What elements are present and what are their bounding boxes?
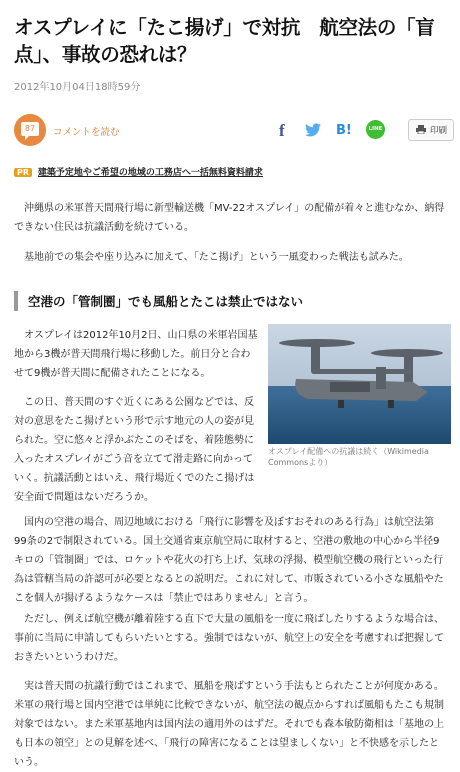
- paragraph-1: 沖縄県の米軍普天間飛行場に新型輸送機「MV-22オスプレイ」の配備が着々と進むなか、納得できない住民は抗議活動を続けている。: [14, 203, 445, 233]
- paragraph-3: オスプレイは2012年10月2日、山口県の米軍岩国基地から3機が普天間飛行場に移動した。前日分と合わせて9機が普天間に配備されたことになる。: [14, 330, 258, 379]
- pr-ad-link[interactable]: 建築予定地やご希望の地域の工務店へ一括無料資料請求: [37, 168, 263, 178]
- article-title: オスプレイに「たこ揚げ」で対抗 航空法の「盲点」、事故の恐れは？: [14, 16, 435, 66]
- paragraph-6: ただし、例えば航空機が離着陸する直下で大量の風船を一度に飛ばしたりするような場合は、事前に当局に申請してもらいたいとする。強制ではないが、航空上の安全を考慮すれば把握しておきたいというわけだ。: [14, 614, 444, 663]
- article-date: 2012年10月04日18時59分: [14, 82, 141, 93]
- paragraph-4: この日、普天間のすぐ近くにある公園などでは、反対の意思をたこ揚げという形で示す地元の人の姿が見られた。空に悠々と浮かぶたこのそばを、着陸態勢に入ったオスプレイがごう音を立てて滑走路に向かっていく。抗議活動とはいえ、飛行場近くでのたこ揚げは安全面で問題はないだろうか。: [14, 397, 255, 503]
- paragraph-7: 実は普天間の抗議行動ではこれまで、風船を飛ばすという手法もとられたことが何度かある。米軍の飛行場と国内空港では単純に比較できないが、航空法の観点からすれば風船もたこも規制対象ではない。また米軍基地内は国内法の適用外のはずだ。それでも森本敏防衛相は「基地の上も日本の領空」との見解を述べ、「飛行の障害になることは望ましくない」と不快感を示したという。: [14, 681, 444, 768]
- pr-tag: PR: [14, 168, 32, 177]
- section-heading: [14, 289, 446, 313]
- hatena-bookmark-icon[interactable]: B!: [336, 123, 352, 138]
- print-label: 印刷: [430, 126, 448, 136]
- comment-count-icon[interactable]: [14, 114, 46, 146]
- facebook-share-icon[interactable]: f: [279, 121, 285, 140]
- pr-ad[interactable]: [14, 165, 263, 178]
- paragraph-5: 国内の空港の場合、周辺地域における「飛行に影響を及ぼすおそれのある行為」は航空法第99条の2で制限されている。国土交通省東京航空局に取材すると、空港の敷地の中心から半径9キロの「管制圏」では、ロケットや花火の打ち上げ、気球の浮揚、模型航空機の飛行といった行為は管轄当局の許認可が必要となるとの説明だ。これに対して、市販されている小さな風船やたこを個人が揚げるようなケースは「禁止ではありません」と言う。: [14, 517, 444, 604]
- print-button[interactable]: [408, 119, 454, 141]
- section-heading-bar: [14, 291, 18, 311]
- read-comments-link[interactable]: コメントを読む: [53, 127, 120, 138]
- paragraph-2: 基地前での集会や座り込みに加えて、「たこ揚げ」という一風変わった戦法も試みた。: [24, 252, 409, 263]
- twitter-share-icon[interactable]: [305, 123, 321, 142]
- osprey-photo: [268, 324, 451, 444]
- printer-icon: [416, 125, 426, 134]
- photo-caption: オスプレイ配備への抗議は続く（Wikimedia Commonsより）: [268, 447, 429, 467]
- comment-count: 87: [21, 122, 39, 136]
- line-share-icon[interactable]: LINE: [366, 120, 385, 139]
- section-heading-text: 空港の「管制圏」でも風船とたこは禁止ではない: [28, 294, 304, 309]
